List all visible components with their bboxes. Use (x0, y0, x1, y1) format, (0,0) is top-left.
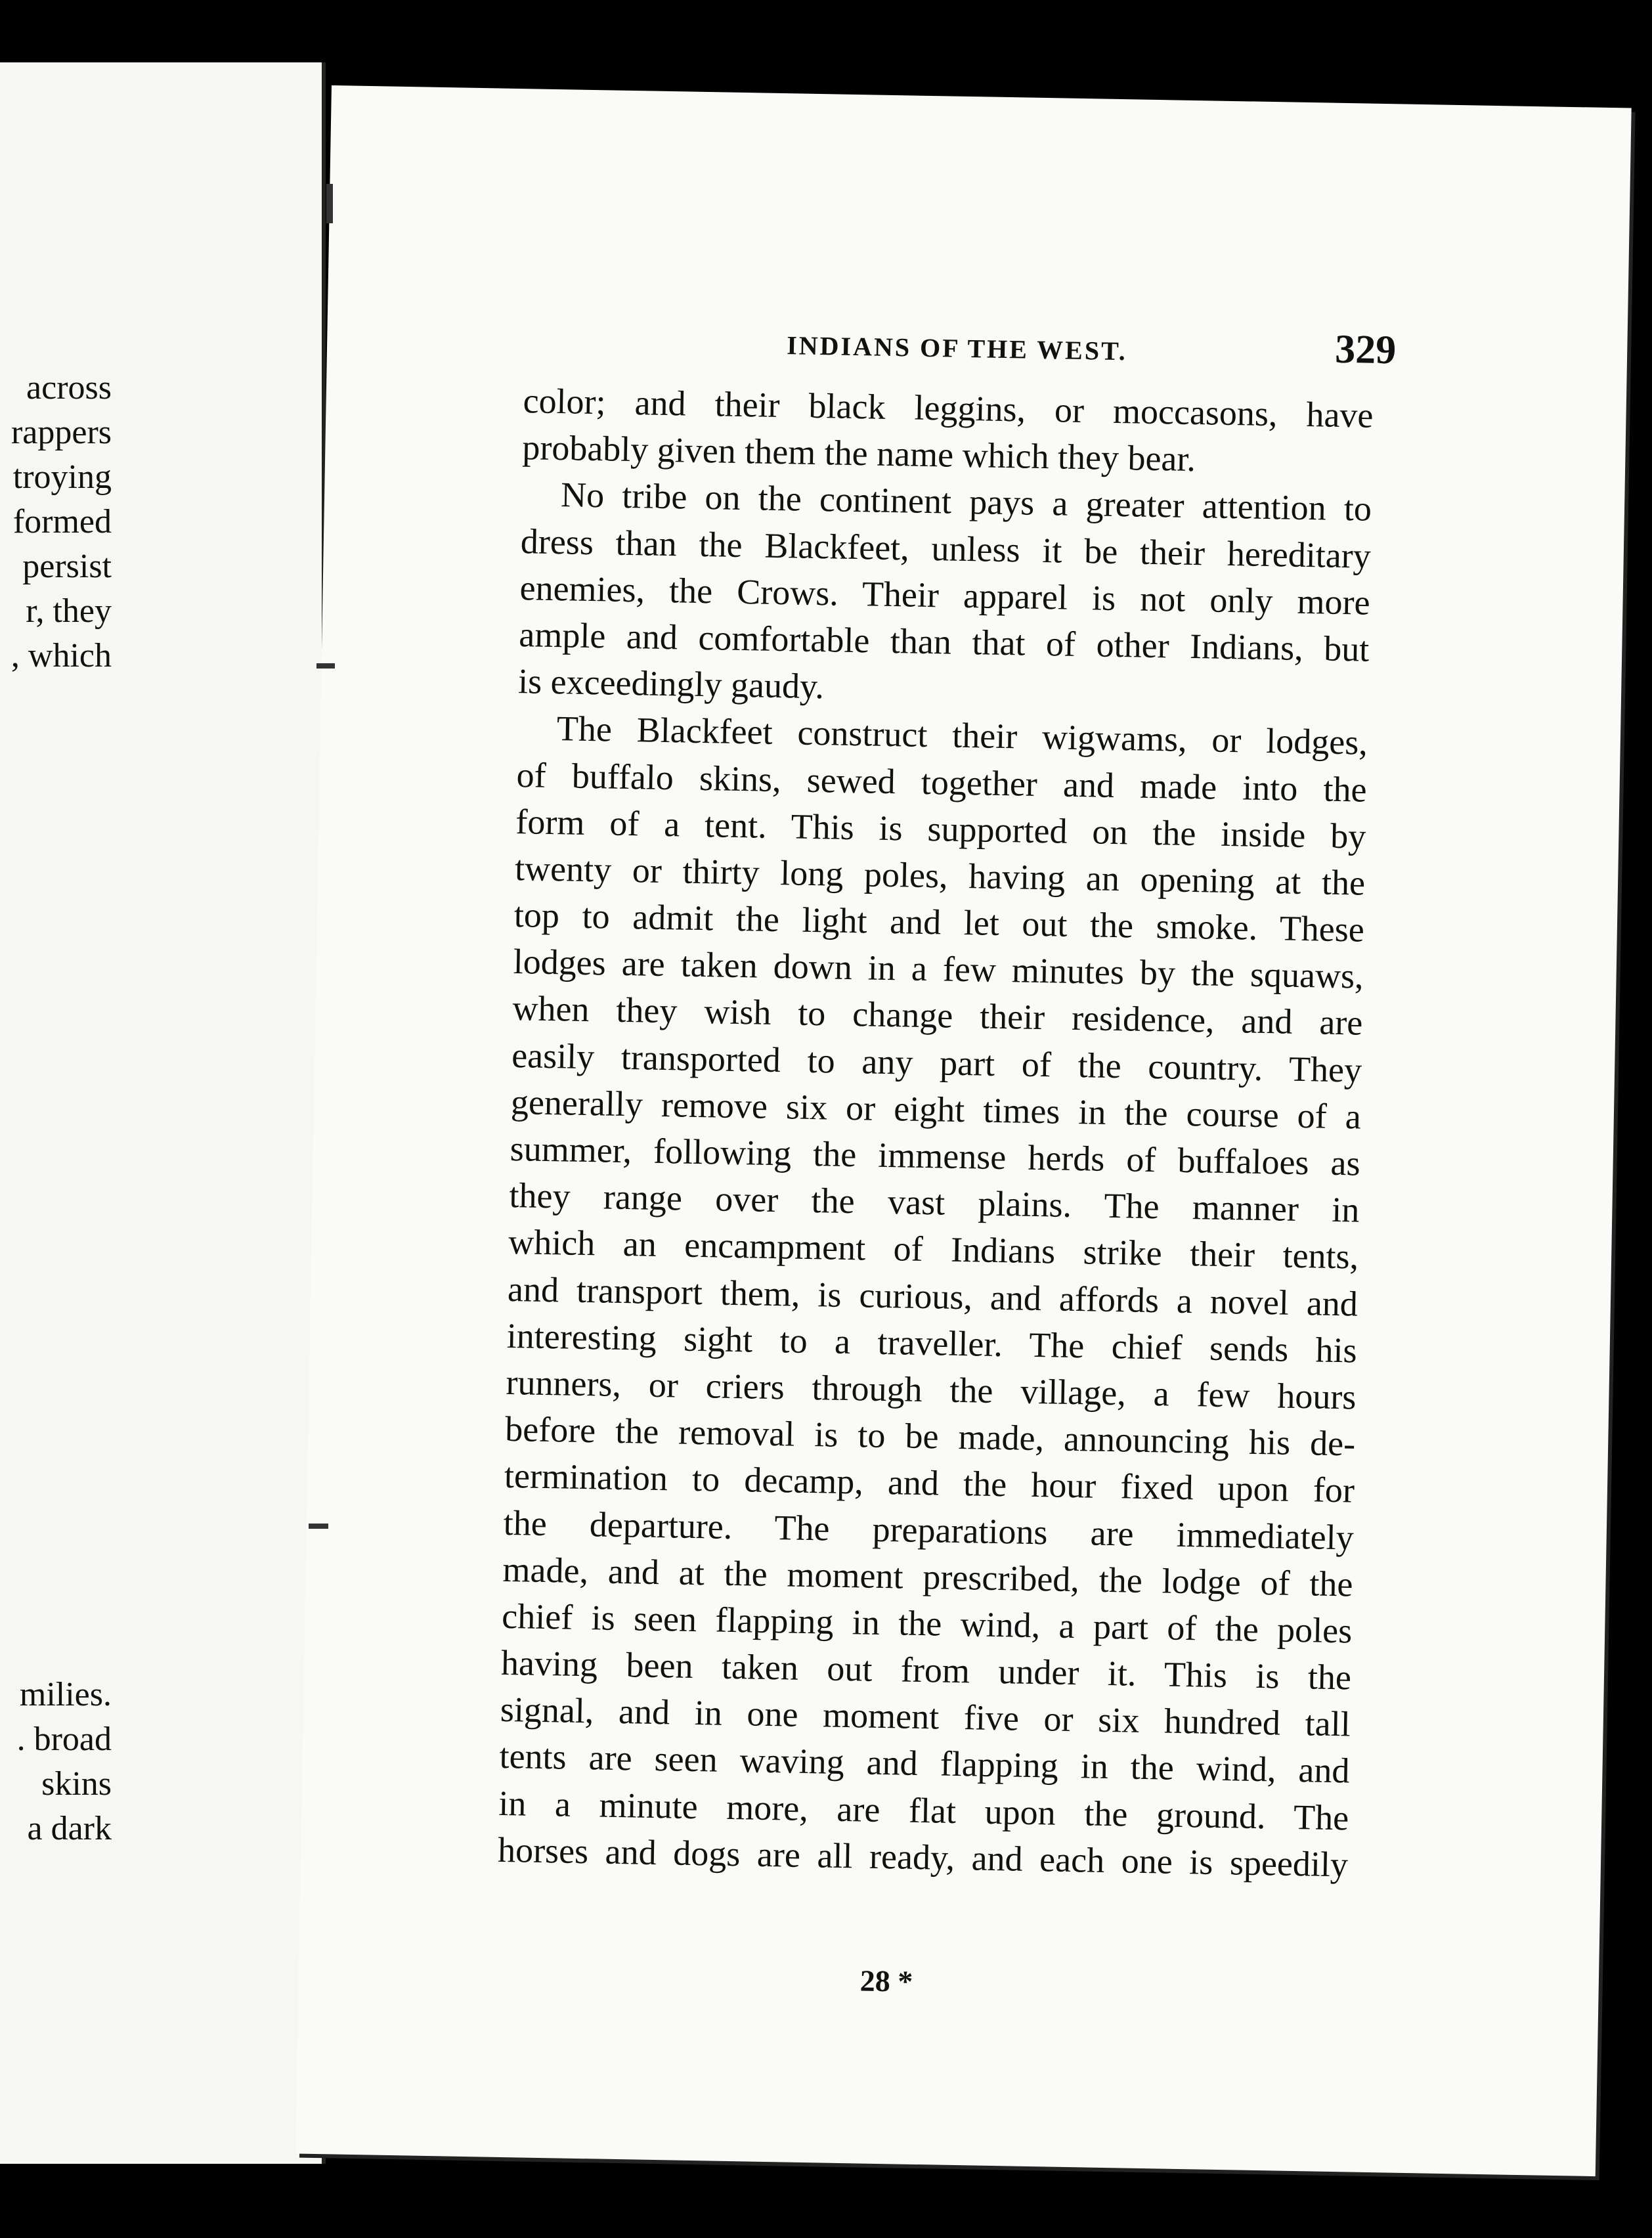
text-line: lodges are taken down in a few minutes by the squaws, (513, 942, 1364, 996)
text-line: when they wish to change their residence, and are (511, 988, 1363, 1043)
binding-mark (316, 663, 335, 669)
text-line: easily transported to any part of the country. They (511, 1035, 1362, 1090)
text-line: the departure. The preparations are immediately (503, 1503, 1355, 1557)
text-line: enemies, the Crows. Their apparel is not only more (519, 567, 1371, 623)
left-page-line: . broad (16, 1721, 112, 1758)
page-number: 329 (1334, 326, 1397, 373)
left-page-line: , which (11, 637, 112, 674)
left-page-line: milies. (19, 1676, 112, 1713)
left-page-line: troying (12, 458, 112, 496)
body-text (498, 378, 1374, 1888)
text-line: tents are seen waving and flapping in the wind, and (499, 1736, 1350, 1791)
text-line: chief is seen flapping in the wind, a part of the poles (501, 1596, 1353, 1651)
binding-mark (309, 1524, 328, 1529)
left-page-fragment (0, 62, 326, 2164)
text-line: signal, and in one moment five or six hundred tall (500, 1690, 1351, 1744)
text-line: is exceedingly gaudy. (517, 661, 825, 707)
running-head: INDIANS OF THE WEST. (786, 330, 1128, 366)
text-line: generally remove six or eight times in the course of a (510, 1082, 1362, 1137)
text-line: No tribe on the continent pays a greater attention to (560, 475, 1372, 529)
text-line: summer, following the immense herds of buffaloes as (510, 1128, 1361, 1183)
text-line: probably given them the name which they bear. (521, 428, 1196, 479)
text-line: horses and dogs are all ready, and each one is speedily (497, 1830, 1349, 1885)
right-page (295, 85, 1632, 2176)
text-line: dress than the Blackfeet, unless it be their hereditary (520, 521, 1372, 576)
text-line: and transport them, is curious, and affords a novel and (507, 1269, 1359, 1324)
binding-mark (326, 184, 333, 223)
text-line: color; and their black leggins, or moccasons, have (523, 381, 1374, 435)
text-line: they range over the vast plains. The manner in (509, 1175, 1360, 1230)
text-line: form of a tent. This is supported on the inside by (515, 801, 1366, 856)
left-page-line: a dark (27, 1810, 112, 1847)
text-line: interesting sight to a traveller. The chief sends his (506, 1315, 1358, 1371)
text-line: top to admit the light and let out the smoke. These (513, 895, 1365, 950)
left-page-line: r, they (26, 592, 112, 630)
text-line: twenty or thirty long poles, having an opening at the (514, 848, 1366, 903)
text-line: The Blackfeet construct their wigwams, or lodges, (556, 709, 1368, 762)
text-line: ample and comfortable than that of other Indians, but (518, 615, 1370, 669)
left-page-line: persist (22, 548, 112, 585)
text-line: in a minute more, are flat upon the ground. The (498, 1783, 1349, 1838)
left-page-line: rappers (11, 414, 112, 451)
text-line: having been taken out from under it. This is the (500, 1642, 1352, 1698)
left-page-line: formed (12, 503, 112, 540)
left-page-line: skins (41, 1765, 112, 1803)
text-line: which an encampment of Indians strike their tents, (508, 1222, 1359, 1277)
text-line: of buffalo skins, sewed together and made into the (516, 755, 1368, 810)
text-line: termination to decamp, and the hour fixed upon for (504, 1456, 1355, 1510)
signature-mark: 28 * (859, 1964, 913, 1998)
left-page-line: across (26, 369, 112, 406)
text-line: made, and at the moment prescribed, the lodge of the (502, 1549, 1353, 1604)
text-line: before the removal is to be made, announcing his de- (504, 1409, 1356, 1464)
text-line: runners, or criers through the village, a few hours (506, 1362, 1357, 1417)
